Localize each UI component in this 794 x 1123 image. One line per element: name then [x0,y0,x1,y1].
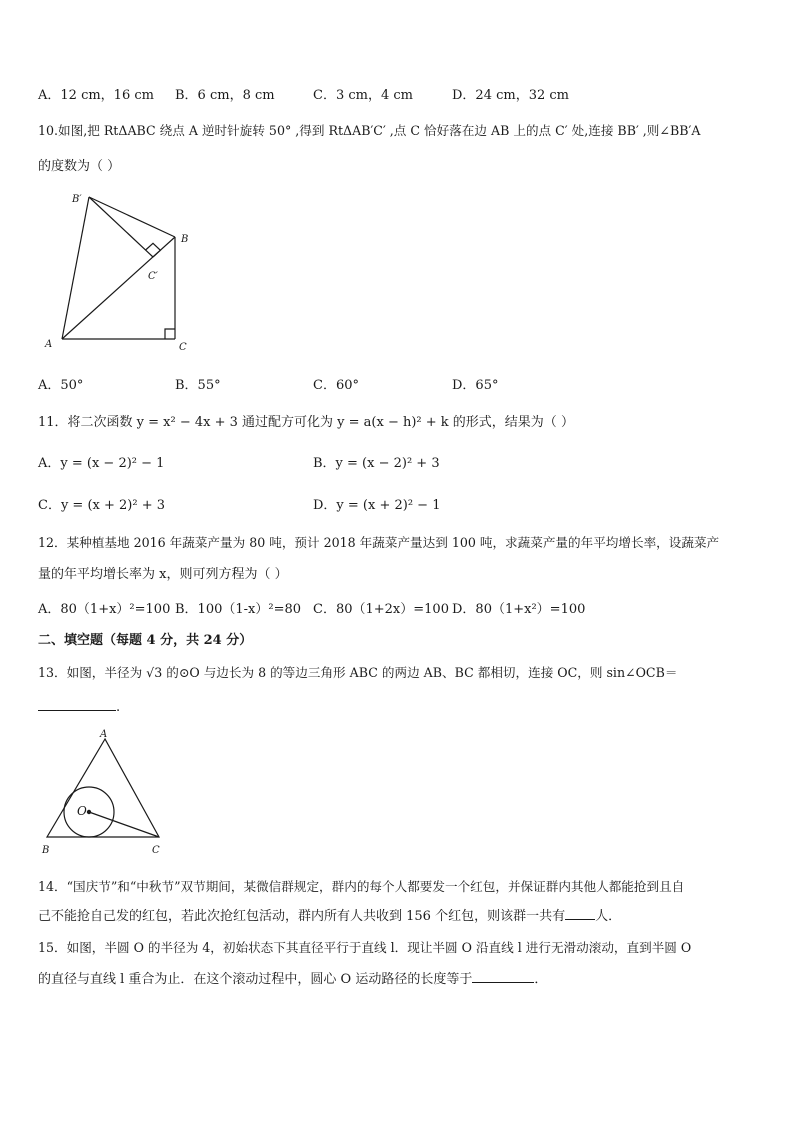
q13-triangle-circle-figure [36,726,176,860]
segment-oc [89,812,159,837]
q13-stem-line1: 13．如图，半径为 √3 的⊙O 与边长为 8 的等边三角形 ABC 的两边 AB、BC 都相切，连接 OC，则 sin∠OCB＝ [38,665,678,680]
q10-stem-line2: 的度数为（ ） [38,159,121,174]
q15-line2-text: 的直径与直线 l 重合为止．在这个滚动过程中，圆心 O 运动路径的长度等于 [38,972,473,987]
q11-option-c: C．y = (x + 2)² + 3 [38,498,165,513]
q12-option-b: B．100（1-x）²=80 [175,602,302,617]
segment-b-prime-c-prime [89,197,153,257]
q10-option-c: C．60° [313,378,359,393]
q10-option-a: A．50° [38,378,84,393]
q14-line2-end: 人． [595,909,622,924]
section-title-fill-in: 二、填空题（每题 4 分，共 24 分） [38,633,253,648]
q14-stem-line2 [38,905,621,924]
label-c: C [152,845,160,856]
q12-stem-line1: 12．某种植基地 2016 年蔬菜产量为 80 吨，预计 2018 年蔬菜产量达到 100 吨，求蔬菜产量的年平均增长率，设蔬菜产 [38,535,720,550]
label-b-prime: B′ [72,194,82,205]
q11-option-a: A．y = (x − 2)² − 1 [38,456,165,471]
q10-option-b: B．55° [175,378,221,393]
label-b: B [42,845,50,856]
center-point-o [87,810,91,814]
segment-bb-prime [89,197,175,237]
q15-line2-end: ． [534,972,548,987]
q13-answer-blank[interactable] [38,698,116,711]
q9-option-c: C．3 cm，4 cm [313,88,413,103]
q10-option-d: D．65° [452,378,499,393]
q12-option-a: A．80（1+x）²=100 [38,602,171,617]
q11-option-b: B．y = (x − 2)² + 3 [313,456,440,471]
q10-rotation-figure [40,188,200,356]
q12-option-d: D．80（1+x²）=100 [452,602,586,617]
right-angle-mark-c [165,329,175,339]
q15-stem-line2 [38,968,547,987]
q13-period: . [116,700,121,715]
q12-stem-line2: 量的年平均增长率为 x，则可列方程为（ ） [38,567,288,582]
label-c-prime: C′ [148,271,158,282]
label-b: B [181,234,189,245]
q11-stem: 11．将二次函数 y = x² − 4x + 3 通过配方可化为 y = a(x − h)² + k 的形式，结果为（ ） [38,415,574,430]
q12-option-c: C．80（1+2x）=100 [313,602,449,617]
q13-answer-line [38,698,120,715]
q10-stem-line1: 10.如图,把 RtΔABC 绕点 A 逆时针旋转 50° ,得到 RtΔAB′C′ ,点 C 恰好落在边 AB 上的点 C′ 处,连接 BB′ ,则∠BB′A [38,123,701,138]
label-o: O [77,804,87,818]
q9-option-b: B．6 cm，8 cm [175,88,275,103]
label-c: C [179,342,187,353]
q14-stem-line1: 14．“国庆节”和“中秋节”双节期间，某微信群规定，群内的每个人都要发一个红包，并保证群内其他人都能抢到且自 [38,879,685,894]
q9-option-a: A．12 cm，16 cm [38,88,154,103]
q15-answer-blank[interactable] [472,970,534,983]
q9-option-d: D．24 cm，32 cm [452,88,569,103]
q14-line2-text: 己不能抢自己发的红包，若此次抢红包活动，群内所有人共收到 156 个红包，则该群一共有 [38,909,566,924]
label-a: A [45,339,53,350]
equilateral-triangle-abc [47,739,159,837]
q11-option-d: D．y = (x + 2)² − 1 [313,498,441,513]
right-angle-mark-c-prime [146,243,161,257]
label-a: A [100,729,108,740]
q14-answer-blank[interactable] [565,907,595,920]
q15-stem-line1: 15．如图，半圆 O 的半径为 4，初始状态下其直径平行于直线 l．现让半圆 O 沿直线 l 进行无滑动滚动，直到半圆 O [38,940,692,955]
